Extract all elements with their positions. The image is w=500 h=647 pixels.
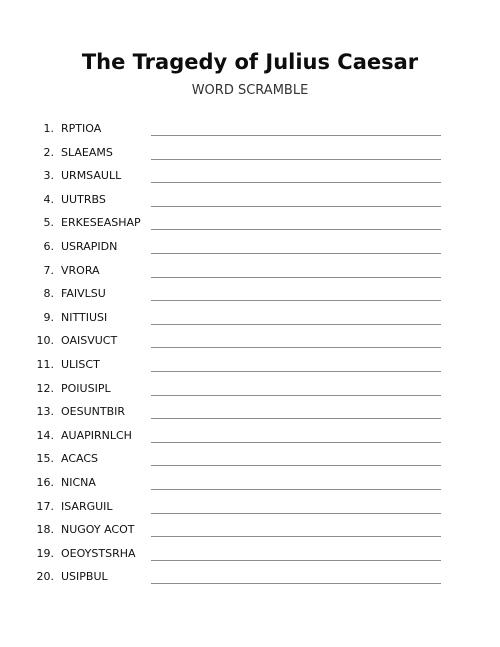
- scrambled-word: SLAEAMS: [61, 145, 113, 159]
- scrambled-word: UUTRBS: [61, 192, 106, 206]
- answer-line: [151, 513, 441, 514]
- scramble-item: [0, 448, 500, 472]
- item-number: 2.: [43, 145, 54, 159]
- answer-line: [151, 465, 441, 466]
- answer-line: [151, 324, 441, 325]
- item-number: 13.: [36, 405, 54, 419]
- worksheet-subtitle: WORD SCRAMBLE: [191, 83, 309, 98]
- answer-line: [151, 536, 441, 537]
- scramble-item: [0, 543, 500, 567]
- item-number: 6.: [43, 239, 54, 253]
- scramble-item: [0, 519, 500, 543]
- answer-line: [151, 583, 441, 584]
- scrambled-word: ISARGUIL: [61, 499, 113, 513]
- answer-line: [151, 206, 441, 207]
- item-number: 11.: [36, 357, 54, 371]
- scramble-item: [0, 307, 500, 331]
- scrambled-word: OAISVUCT: [61, 334, 118, 348]
- item-number: 18.: [36, 523, 54, 537]
- item-number: 15.: [36, 452, 54, 466]
- item-number: 7.: [43, 263, 54, 277]
- scramble-item: [0, 236, 500, 260]
- scramble-item: [0, 189, 500, 213]
- scramble-item: [0, 425, 500, 449]
- item-number: 16.: [36, 475, 54, 489]
- answer-line: [151, 182, 441, 183]
- answer-line: [151, 395, 441, 396]
- item-number: 8.: [43, 287, 54, 301]
- worksheet-title: The Tragedy of Julius Caesar: [81, 50, 419, 74]
- scrambled-word: USIPBUL: [61, 570, 108, 584]
- item-number: 4.: [43, 192, 54, 206]
- scramble-item: [0, 260, 500, 284]
- answer-line: [151, 560, 441, 561]
- item-number: 20.: [36, 570, 54, 584]
- scrambled-word: ULISCT: [61, 357, 100, 371]
- scramble-item: [0, 496, 500, 520]
- scrambled-word: POIUSIPL: [61, 381, 111, 395]
- answer-line: [151, 159, 441, 160]
- scramble-item: [0, 142, 500, 166]
- scrambled-word: ACACS: [61, 452, 99, 466]
- answer-line: [151, 229, 441, 230]
- item-number: 9.: [43, 310, 54, 324]
- scrambled-word: FAIVLSU: [61, 287, 106, 301]
- scrambled-word: NITTIUSI: [61, 310, 108, 324]
- answer-line: [151, 371, 441, 372]
- answer-line: [151, 277, 441, 278]
- scramble-item: [0, 472, 500, 496]
- scramble-list: [0, 118, 500, 590]
- item-number: 3.: [43, 169, 54, 183]
- scramble-item: [0, 283, 500, 307]
- scramble-item: [0, 118, 500, 142]
- scrambled-word: OEOYSTSRHA: [61, 546, 136, 560]
- answer-line: [151, 418, 441, 419]
- scrambled-word: VRORA: [61, 263, 100, 277]
- scrambled-word: OESUNTBIR: [61, 405, 126, 419]
- scrambled-word: NICNA: [61, 475, 96, 489]
- item-number: 10.: [36, 334, 54, 348]
- item-number: 19.: [36, 546, 54, 560]
- scrambled-word: NUGOY ACOT: [61, 523, 135, 537]
- scrambled-word: AUAPIRNLCH: [61, 428, 132, 442]
- scramble-item: [0, 354, 500, 378]
- scramble-item: [0, 165, 500, 189]
- item-number: 12.: [36, 381, 54, 395]
- scrambled-word: RPTIOA: [61, 122, 102, 135]
- scrambled-word: USRAPIDN: [61, 239, 118, 253]
- answer-line: [151, 253, 441, 254]
- answer-line: [151, 442, 441, 443]
- scrambled-word: URMSAULL: [61, 169, 122, 183]
- scramble-item: [0, 566, 500, 590]
- answer-line: [151, 300, 441, 301]
- item-number: 17.: [36, 499, 54, 513]
- scramble-item: [0, 212, 500, 236]
- scramble-item: [0, 378, 500, 402]
- item-number: 1.: [43, 122, 54, 135]
- answer-line: [151, 347, 441, 348]
- item-number: 14.: [36, 428, 54, 442]
- item-number: 5.: [43, 216, 54, 230]
- scramble-item: [0, 401, 500, 425]
- answer-line: [151, 489, 441, 490]
- scramble-item: [0, 330, 500, 354]
- answer-line: [151, 135, 441, 136]
- scrambled-word: ERKESEASHAP: [61, 216, 141, 230]
